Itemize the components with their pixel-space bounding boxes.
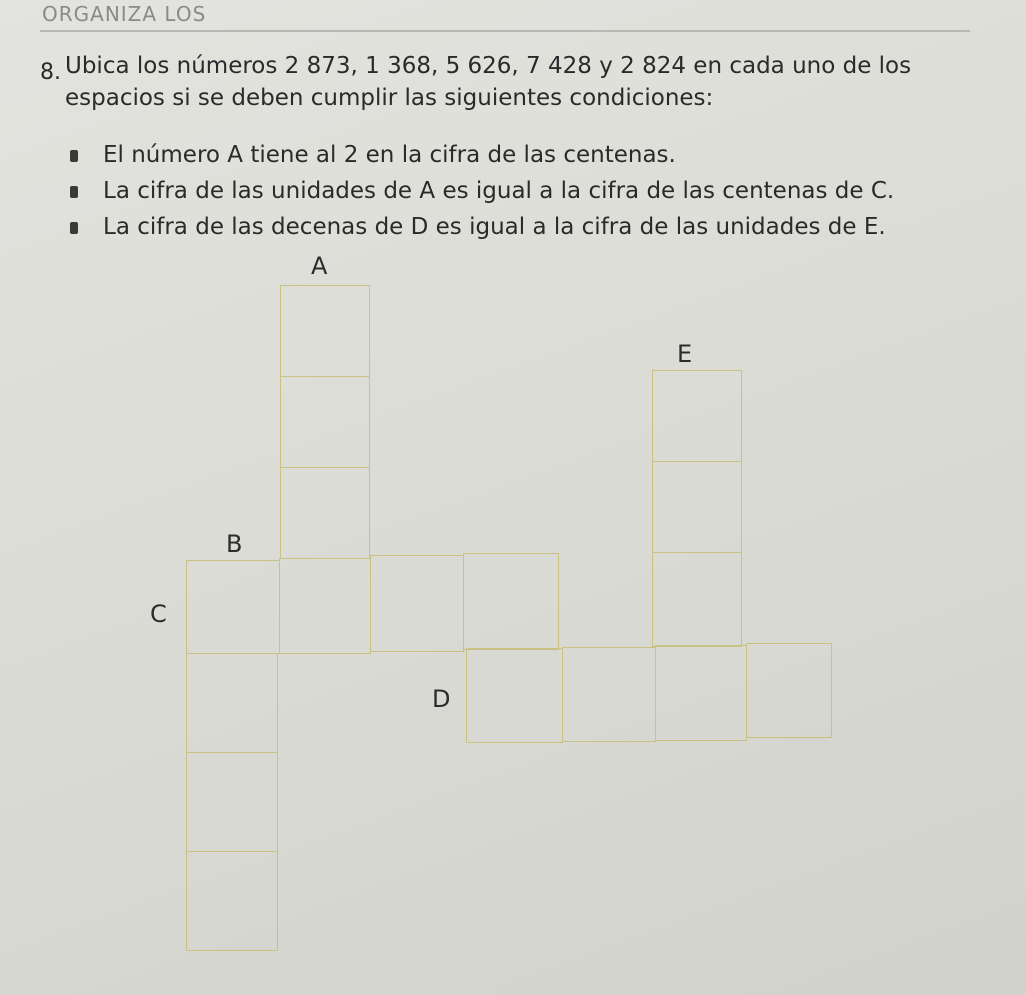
condition-text: La cifra de las decenas de D es igual a la cifra de las unidades de E. [103,214,886,240]
bullet-icon [70,186,78,198]
grid-cell-e3[interactable] [652,552,742,647]
grid-cell-c3[interactable] [186,752,278,852]
condition-item [70,214,886,240]
grid-cell-a1[interactable] [280,285,370,377]
grid-cell-a2[interactable] [280,376,370,468]
label-c: C [150,600,167,628]
grid-cell-e1[interactable] [652,370,742,462]
condition-item [70,142,676,168]
grid-cell-b4[interactable] [463,553,559,650]
section-header: ORGANIZA LOS [42,2,207,26]
label-a: A [311,252,328,280]
grid-cell-b1[interactable] [186,560,280,654]
label-e: E [677,340,693,368]
bullet-icon [70,150,78,162]
problem-number: 8. [40,60,61,85]
grid-cell-d1[interactable] [466,648,563,743]
condition-item [70,178,894,204]
grid-cell-d4[interactable] [746,643,832,738]
condition-text: El número A tiene al 2 en la cifra de las centenas. [103,142,676,168]
grid-cell-c4[interactable] [186,851,278,951]
grid-cell-d3[interactable] [655,645,747,741]
grid-cell-c2[interactable] [186,653,278,753]
grid-cell-a3[interactable] [280,467,370,559]
problem-intro: Ubica los números 2 873, 1 368, 5 626, 7 428 y 2 824 en cada uno de los espacios si se deben cumplir las siguientes condiciones: [65,53,912,111]
label-d: D [432,685,451,713]
grid-cell-d2[interactable] [562,647,656,742]
grid-cell-b3[interactable] [370,555,464,652]
label-b: B [226,530,243,558]
header-divider [40,30,970,32]
bullet-icon [70,222,78,234]
condition-text: La cifra de las unidades de A es igual a la cifra de las centenas de C. [103,178,895,204]
grid-cell-e2[interactable] [652,461,742,553]
grid-cell-b2[interactable] [279,558,371,654]
